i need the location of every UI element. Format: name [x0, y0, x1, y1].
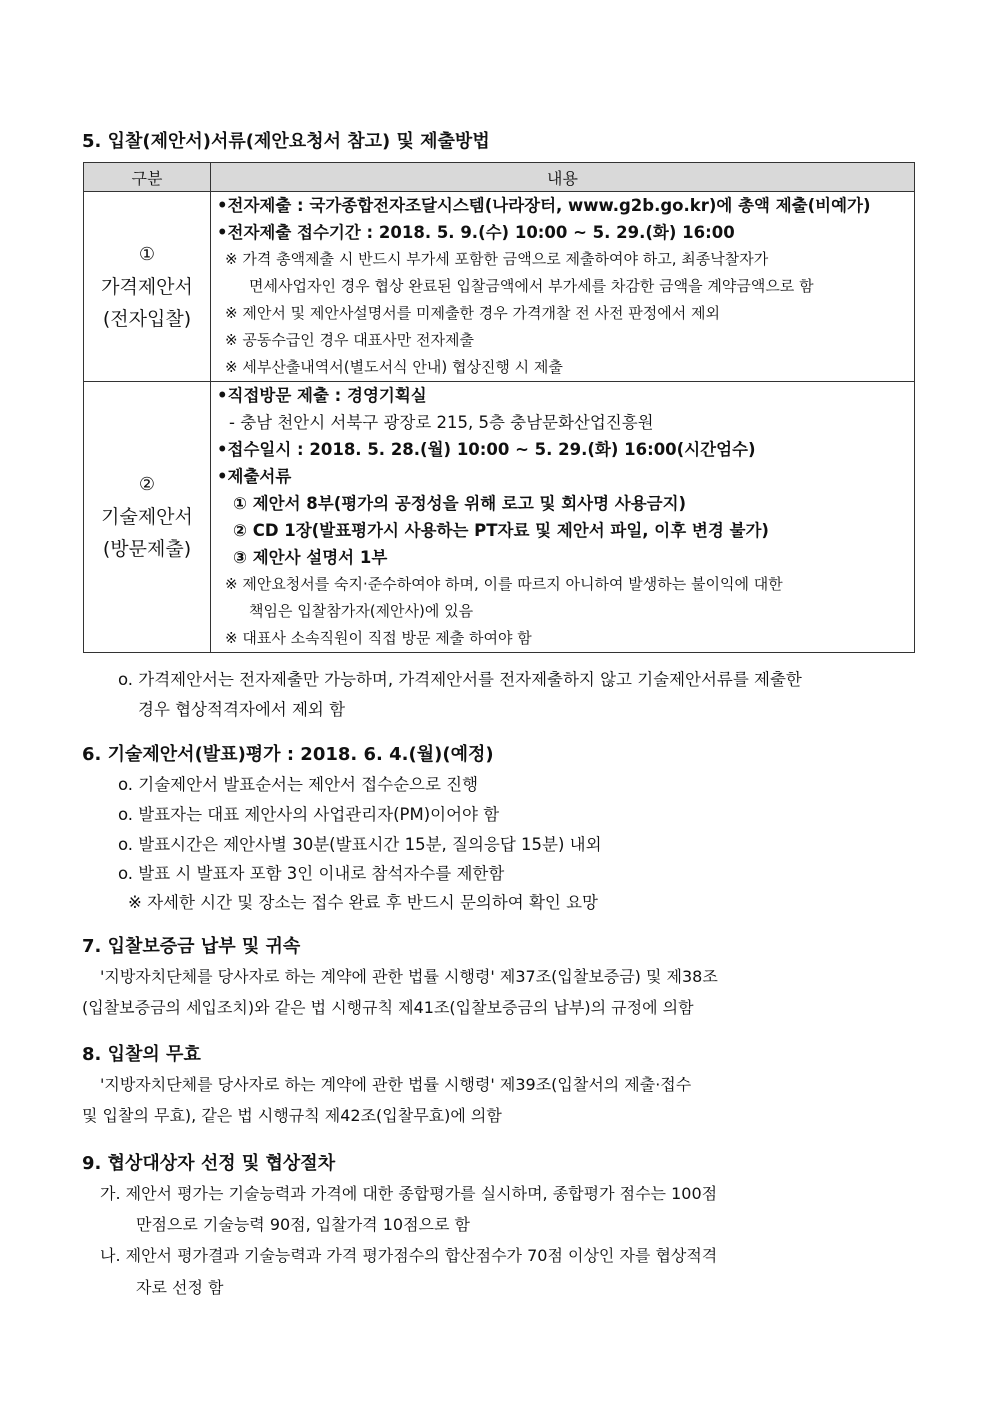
- content-line: •접수일시 : 2018. 5. 28.(월) 10:00 ~ 5. 29.(화) 16:00(시간엄수): [217, 440, 756, 459]
- section-5-heading: 5. 입찰(제안서)서류(제안요청서 참고) 및 제출방법: [82, 131, 490, 152]
- header-content: 내용: [211, 163, 915, 192]
- content-line: •제출서류: [217, 467, 292, 486]
- content-line: ※ 공동수급인 경우 대표사만 전자제출: [225, 331, 474, 349]
- section-8-text: '지방자치단체를 당사자로 하는 계약에 관한 법률 시행령' 제39조(입찰서의 제출·접수: [100, 1075, 692, 1094]
- section-9-item-na: 나. 제안서 평가결과 기술능력과 가격 평가점수의 합산점수가 70점 이상인 자를 협상적격: [100, 1246, 718, 1265]
- section-8-heading: 8. 입찰의 무효: [82, 1044, 201, 1065]
- content-line: •전자제출 접수기간 : 2018. 5. 9.(수) 10:00 ~ 5. 29.(화) 16:00: [217, 223, 735, 242]
- content-line: ※ 가격 총액제출 시 반드시 부가세 포함한 금액으로 제출하여야 하고, 최종낙찰자가: [225, 250, 769, 268]
- content-line: - 충남 천안시 서북구 광장로 215, 5층 충남문화산업진흥원: [229, 413, 654, 432]
- section-6-heading: 6. 기술제안서(발표)평가 : 2018. 6. 4.(월)(예정): [82, 744, 494, 765]
- submission-table: [83, 162, 915, 653]
- content-line: ※ 세부산출내역서(별도서식 안내) 협상진행 시 제출: [225, 358, 563, 376]
- list-item: o. 발표자는 대표 제안사의 사업관리자(PM)이어야 함: [118, 805, 500, 824]
- label-line: 가격제안서: [101, 275, 193, 298]
- section-9-heading: 9. 협상대상자 선정 및 협상절차: [82, 1153, 336, 1174]
- section-5-note: 경우 협상적격자에서 제외 함: [138, 700, 346, 719]
- label-line: 기술제안서: [101, 506, 193, 528]
- section-9-item-ga: 가. 제안서 평가는 기술능력과 가격에 대한 종합평가를 실시하며, 종합평가 점수는 100점: [100, 1184, 718, 1203]
- header-category: 구분: [84, 163, 211, 192]
- label-number: ①: [138, 243, 156, 265]
- section-6-note: ※ 자세한 시간 및 장소는 접수 완료 후 반드시 문의하여 확인 요망: [128, 893, 598, 912]
- label-line: (전자입찰): [102, 307, 192, 330]
- content-line: ※ 제안요청서를 숙지·준수하여야 하며, 이를 따르지 아니하여 발생하는 불이익에 대한: [225, 575, 783, 593]
- content-line: •전자제출 : 국가종합전자조달시스템(나라장터, www.g2b.go.kr)에 총액 제출(비예가): [217, 196, 871, 215]
- list-item: o. 발표시간은 제안사별 30분(발표시간 15분, 질의응답 15분) 내외: [118, 835, 602, 854]
- table-row-price-proposal: [84, 192, 915, 382]
- content-line: ※ 대표사 소속직원이 직접 방문 제출 하여야 함: [225, 629, 532, 647]
- section-7-heading: 7. 입찰보증금 납부 및 귀속: [82, 936, 301, 957]
- section-5-note: o. 가격제안서는 전자제출만 가능하며, 가격제안서를 전자제출하지 않고 기술제안서류를 제출한: [118, 670, 802, 689]
- section-9-item-ga: 만점으로 기술능력 90점, 입찰가격 10점으로 함: [136, 1215, 470, 1234]
- section-7-text: (입찰보증금의 세입조치)와 같은 법 시행규칙 제41조(입찰보증금의 납부)의 규정에 의함: [82, 998, 694, 1017]
- content-line: ① 제안서 8부(평가의 공정성을 위해 로고 및 회사명 사용금지): [233, 494, 687, 513]
- content-line: •직접방문 제출 : 경영기획실: [217, 386, 427, 405]
- section-8-text: 및 입찰의 무효), 같은 법 시행규칙 제42조(입찰무효)에 의함: [82, 1106, 502, 1125]
- list-item: o. 발표 시 발표자 포함 3인 이내로 참석자수를 제한함: [118, 864, 505, 883]
- content-line: ② CD 1장(발표평가시 사용하는 PT자료 및 제안서 파일, 이후 변경 불가): [233, 521, 769, 540]
- content-line: ③ 제안사 설명서 1부: [233, 548, 388, 567]
- table-header-row: [84, 163, 915, 192]
- label-number: ②: [138, 474, 156, 495]
- section-7-text: '지방자치단체를 당사자로 하는 계약에 관한 법률 시행령' 제37조(입찰보증금) 및 제38조: [100, 967, 718, 986]
- section-9-item-na: 자로 선정 함: [136, 1278, 224, 1297]
- table-row-technical-proposal: [84, 382, 915, 653]
- price-proposal-label: [84, 192, 211, 382]
- technical-proposal-content: [211, 382, 915, 653]
- label-line: (방문제출): [102, 538, 192, 560]
- technical-proposal-label: [84, 382, 211, 653]
- content-line: ※ 제안서 및 제안사설명서를 미제출한 경우 가격개찰 전 사전 판정에서 제외: [225, 304, 720, 322]
- content-line: 면세사업자인 경우 협상 완료된 입찰금액에서 부가세를 차감한 금액을 계약금액으로 함: [249, 277, 814, 295]
- list-item: o. 기술제안서 발표순서는 제안서 접수순으로 진행: [118, 775, 479, 794]
- content-line: 책임은 입찰참가자(제안사)에 있음: [249, 602, 474, 620]
- price-proposal-content: [211, 192, 915, 382]
